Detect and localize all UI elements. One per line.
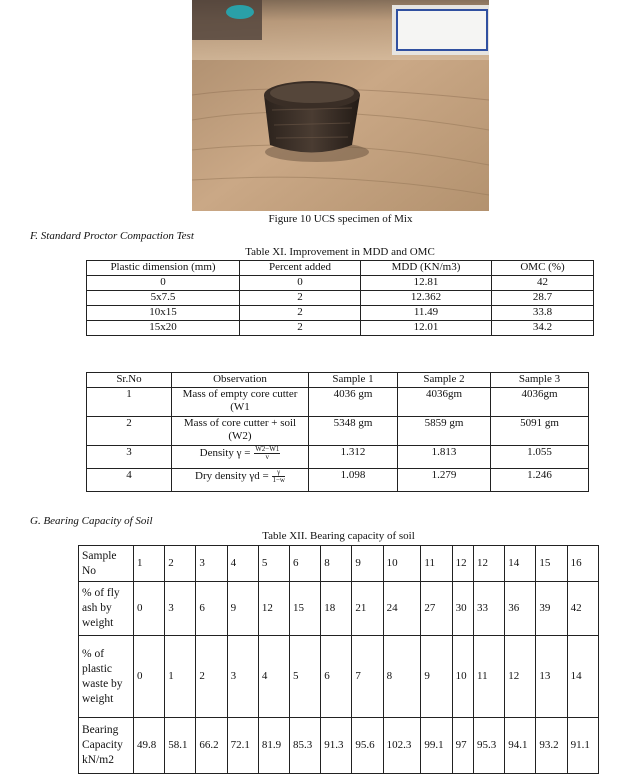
table-cell: 15x20 bbox=[87, 321, 240, 336]
table-cell: 4 bbox=[258, 636, 289, 718]
table-cell: 15 bbox=[536, 546, 567, 582]
table-cell: 94.1 bbox=[505, 718, 536, 774]
dry-density-formula bbox=[272, 469, 285, 484]
table-cell: 30 bbox=[452, 582, 473, 636]
table-cell: 15 bbox=[290, 582, 321, 636]
row-label: Sample No bbox=[79, 546, 134, 582]
table12-caption: Table XII. Bearing capacity of soil bbox=[262, 530, 415, 542]
table-cell: 0 bbox=[134, 636, 165, 718]
table-cell: 5859 gm bbox=[398, 417, 491, 446]
table-cell: 58.1 bbox=[165, 718, 196, 774]
table-cell: 2 bbox=[196, 636, 227, 718]
table-cell: 18 bbox=[321, 582, 352, 636]
density-formula bbox=[254, 446, 280, 461]
table-cell: 9 bbox=[352, 546, 383, 582]
table-cell: 12.362 bbox=[361, 291, 492, 306]
table-cell bbox=[172, 446, 309, 469]
table-cell: 3 bbox=[227, 636, 258, 718]
table-row bbox=[79, 582, 599, 636]
dry-density-label: Dry density γd = bbox=[195, 470, 269, 483]
table-cell: 1.098 bbox=[309, 469, 398, 492]
bearing-capacity-table bbox=[78, 545, 599, 774]
table-cell: 3 bbox=[196, 546, 227, 582]
table-cell: 42 bbox=[492, 276, 594, 291]
table-cell: 5348 gm bbox=[309, 417, 398, 446]
table-cell: 3 bbox=[165, 582, 196, 636]
table-cell: 5 bbox=[290, 636, 321, 718]
table-row bbox=[79, 718, 599, 774]
row-label: % of fly ash by weight bbox=[79, 582, 134, 636]
table-cell: 11 bbox=[473, 636, 504, 718]
density-label: Density γ = bbox=[199, 447, 251, 460]
table-cell: 5 bbox=[258, 546, 289, 582]
table-cell: 6 bbox=[290, 546, 321, 582]
table-row bbox=[79, 546, 599, 582]
table-cell: 1 bbox=[134, 546, 165, 582]
row-label: % of plastic waste by weight bbox=[79, 636, 134, 718]
ucs-specimen-photo bbox=[192, 0, 489, 211]
table-cell: 102.3 bbox=[383, 718, 421, 774]
table-cell: 1.279 bbox=[398, 469, 491, 492]
table-cell: 3 bbox=[87, 446, 172, 469]
header-cell: Sample 2 bbox=[398, 373, 491, 388]
header-cell: Observation bbox=[172, 373, 309, 388]
table-cell: 2 bbox=[87, 417, 172, 446]
table-cell: 14 bbox=[567, 636, 598, 718]
table-cell: 5091 gm bbox=[491, 417, 589, 446]
table-cell: 24 bbox=[383, 582, 421, 636]
table-cell: Mass of core cutter + soil (W2) bbox=[172, 417, 309, 446]
table-row bbox=[87, 469, 589, 492]
table-cell: 28.7 bbox=[492, 291, 594, 306]
table-cell: 6 bbox=[321, 636, 352, 718]
table-cell: 10x15 bbox=[87, 306, 240, 321]
table-cell: 9 bbox=[421, 636, 452, 718]
header-cell: Percent added bbox=[240, 261, 361, 276]
table-cell: Mass of empty core cutter (W1 bbox=[172, 388, 309, 417]
formula-denominator: v bbox=[265, 453, 270, 461]
table-cell: 2 bbox=[240, 291, 361, 306]
table-cell: 39 bbox=[536, 582, 567, 636]
table-cell: 11 bbox=[421, 546, 452, 582]
table-cell: 9 bbox=[227, 582, 258, 636]
table-cell: 8 bbox=[321, 546, 352, 582]
table-cell: 10 bbox=[383, 546, 421, 582]
table-cell: 11.49 bbox=[361, 306, 492, 321]
table-cell: 7 bbox=[352, 636, 383, 718]
table-cell: 1.246 bbox=[491, 469, 589, 492]
table-row bbox=[87, 276, 594, 291]
table-cell: 4036 gm bbox=[309, 388, 398, 417]
table-cell: 13 bbox=[536, 636, 567, 718]
table-cell: 4 bbox=[227, 546, 258, 582]
table-cell: 8 bbox=[383, 636, 421, 718]
table-cell: 1.813 bbox=[398, 446, 491, 469]
table-cell: 12 bbox=[258, 582, 289, 636]
table-cell: 34.2 bbox=[492, 321, 594, 336]
table-cell: 4 bbox=[87, 469, 172, 492]
table-cell: 2 bbox=[165, 546, 196, 582]
section-heading-g: G. Bearing Capacity of Soil bbox=[30, 515, 153, 527]
table-cell: 10 bbox=[452, 636, 473, 718]
table-cell: 12 bbox=[473, 546, 504, 582]
table-cell: 1.312 bbox=[309, 446, 398, 469]
table11-caption: Table XI. Improvement in MDD and OMC bbox=[245, 246, 435, 258]
table-cell: 33.8 bbox=[492, 306, 594, 321]
table-cell: 0 bbox=[87, 276, 240, 291]
table-cell: 5x7.5 bbox=[87, 291, 240, 306]
table-cell: 27 bbox=[421, 582, 452, 636]
table-cell: 12.81 bbox=[361, 276, 492, 291]
formula-numerator: γ bbox=[272, 469, 285, 477]
table-cell: 49.8 bbox=[134, 718, 165, 774]
table-row bbox=[87, 306, 594, 321]
table-cell: 36 bbox=[505, 582, 536, 636]
header-cell: Sr.No bbox=[87, 373, 172, 388]
table-cell: 95.6 bbox=[352, 718, 383, 774]
table-row bbox=[79, 636, 599, 718]
formula-denominator: 1−w bbox=[272, 476, 285, 484]
mdd-omc-table bbox=[86, 260, 594, 336]
table-cell: 12 bbox=[505, 636, 536, 718]
header-cell: Sample 1 bbox=[309, 373, 398, 388]
table-cell: 42 bbox=[567, 582, 598, 636]
table-cell: 91.1 bbox=[567, 718, 598, 774]
table-cell: 1.055 bbox=[491, 446, 589, 469]
table-cell: 2 bbox=[240, 306, 361, 321]
table-header-row bbox=[87, 373, 589, 388]
header-cell: MDD (KN/m3) bbox=[361, 261, 492, 276]
table-cell: 91.3 bbox=[321, 718, 352, 774]
table-cell: 4036gm bbox=[491, 388, 589, 417]
table-cell: 2 bbox=[240, 321, 361, 336]
table-cell: 33 bbox=[473, 582, 504, 636]
header-cell: Sample 3 bbox=[491, 373, 589, 388]
table-cell: 81.9 bbox=[258, 718, 289, 774]
table-cell: 12.01 bbox=[361, 321, 492, 336]
table-cell: 0 bbox=[240, 276, 361, 291]
table-row bbox=[87, 321, 594, 336]
table-header-row bbox=[87, 261, 594, 276]
table-cell: 14 bbox=[505, 546, 536, 582]
figure-caption: Figure 10 UCS specimen of Mix bbox=[268, 213, 413, 225]
table-cell: 85.3 bbox=[290, 718, 321, 774]
table-cell: 99.1 bbox=[421, 718, 452, 774]
table-cell: 6 bbox=[196, 582, 227, 636]
section-heading-f: F. Standard Proctor Compaction Test bbox=[30, 230, 194, 242]
table-row bbox=[87, 388, 589, 417]
table-cell: 97 bbox=[452, 718, 473, 774]
table-cell: 0 bbox=[134, 582, 165, 636]
formula-numerator: W2−W1 bbox=[255, 445, 280, 453]
table-cell: 21 bbox=[352, 582, 383, 636]
row-label: Bearing Capacity kN/m2 bbox=[79, 718, 134, 774]
table-cell: 4036gm bbox=[398, 388, 491, 417]
table-cell: 93.2 bbox=[536, 718, 567, 774]
table-row bbox=[87, 291, 594, 306]
table-cell: 95.3 bbox=[473, 718, 504, 774]
core-cutter-observation-table bbox=[86, 372, 589, 492]
table-row bbox=[87, 417, 589, 446]
table-cell: 1 bbox=[165, 636, 196, 718]
header-cell: Plastic dimension (mm) bbox=[87, 261, 240, 276]
table-cell: 66.2 bbox=[196, 718, 227, 774]
table-cell bbox=[172, 469, 309, 492]
table-cell: 72.1 bbox=[227, 718, 258, 774]
table-row bbox=[87, 446, 589, 469]
header-cell: OMC (%) bbox=[492, 261, 594, 276]
table-cell: 1 bbox=[87, 388, 172, 417]
table-cell: 12 bbox=[452, 546, 473, 582]
table-cell: 16 bbox=[567, 546, 598, 582]
